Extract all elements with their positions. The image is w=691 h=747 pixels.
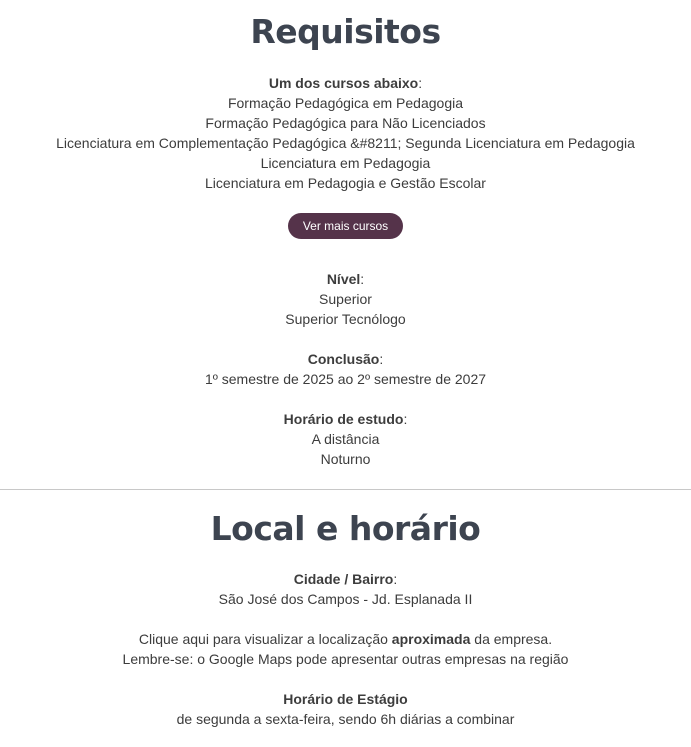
mapa-text-after: da empresa.	[470, 631, 553, 647]
curso-item: Licenciatura em Pedagogia	[260, 155, 431, 171]
curso-item: Licenciatura em Complementação Pedagógica &#8211; Segunda Licenciatura em Pedagogia	[56, 135, 635, 151]
nivel-item: Superior Tecnólogo	[285, 311, 406, 327]
cidade-label-line	[0, 569, 691, 589]
mapa-group	[0, 629, 691, 669]
horario-estagio-group	[0, 689, 691, 729]
ver-mais-wrap	[0, 213, 691, 239]
mapa-text-strong: aproximada	[391, 631, 471, 647]
nivel-label-line	[0, 269, 691, 289]
conclusao-label-line	[0, 349, 691, 369]
conclusao-label: Conclusão	[307, 351, 380, 367]
cursos-label: Um dos cursos abaixo	[268, 75, 419, 91]
nivel-item: Superior	[319, 291, 372, 307]
curso-item: Formação Pedagógica em Pedagogia	[227, 95, 464, 111]
horario-estagio-value: de segunda a sexta-feira, sendo 6h diárias a combinar	[176, 711, 515, 727]
mapa-link[interactable]	[0, 629, 691, 649]
nivel-label-colon: :	[360, 271, 365, 287]
cursos-group	[0, 73, 691, 193]
mapa-text-before: Clique aqui para visualizar a localização	[138, 631, 392, 647]
cidade-label-colon: :	[393, 571, 398, 587]
cursos-label-line	[0, 73, 691, 93]
horario-estudo-item: A distância	[311, 431, 380, 447]
curso-item: Formação Pedagógica para Não Licenciados	[205, 115, 486, 131]
local-section	[0, 490, 691, 729]
conclusao-value: 1º semestre de 2025 ao 2º semestre de 2027	[204, 371, 487, 387]
horario-estudo-label-colon: :	[403, 411, 408, 427]
cursos-label-colon: :	[418, 75, 423, 91]
nivel-group	[0, 269, 691, 329]
cidade-value: São José dos Campos - Jd. Esplanada II	[218, 591, 473, 607]
cidade-label: Cidade / Bairro	[293, 571, 394, 587]
horario-estudo-label: Horário de estudo	[283, 411, 404, 427]
cidade-group	[0, 569, 691, 609]
curso-item: Licenciatura em Pedagogia e Gestão Escolar	[205, 175, 486, 191]
requisitos-title: Requisitos	[250, 12, 441, 51]
horario-estagio-label: Horário de Estágio	[283, 691, 408, 707]
conclusao-label-colon: :	[379, 351, 384, 367]
conclusao-group	[0, 349, 691, 389]
nivel-label: Nível	[326, 271, 361, 287]
horario-estudo-item: Noturno	[320, 451, 371, 467]
mapa-aviso: Lembre-se: o Google Maps pode apresentar outras empresas na região	[122, 651, 569, 667]
local-title: Local e horário	[210, 509, 481, 548]
ver-mais-cursos-button[interactable]: Ver mais cursos	[288, 213, 403, 239]
horario-estudo-group	[0, 409, 691, 469]
horario-estudo-label-line	[0, 409, 691, 429]
